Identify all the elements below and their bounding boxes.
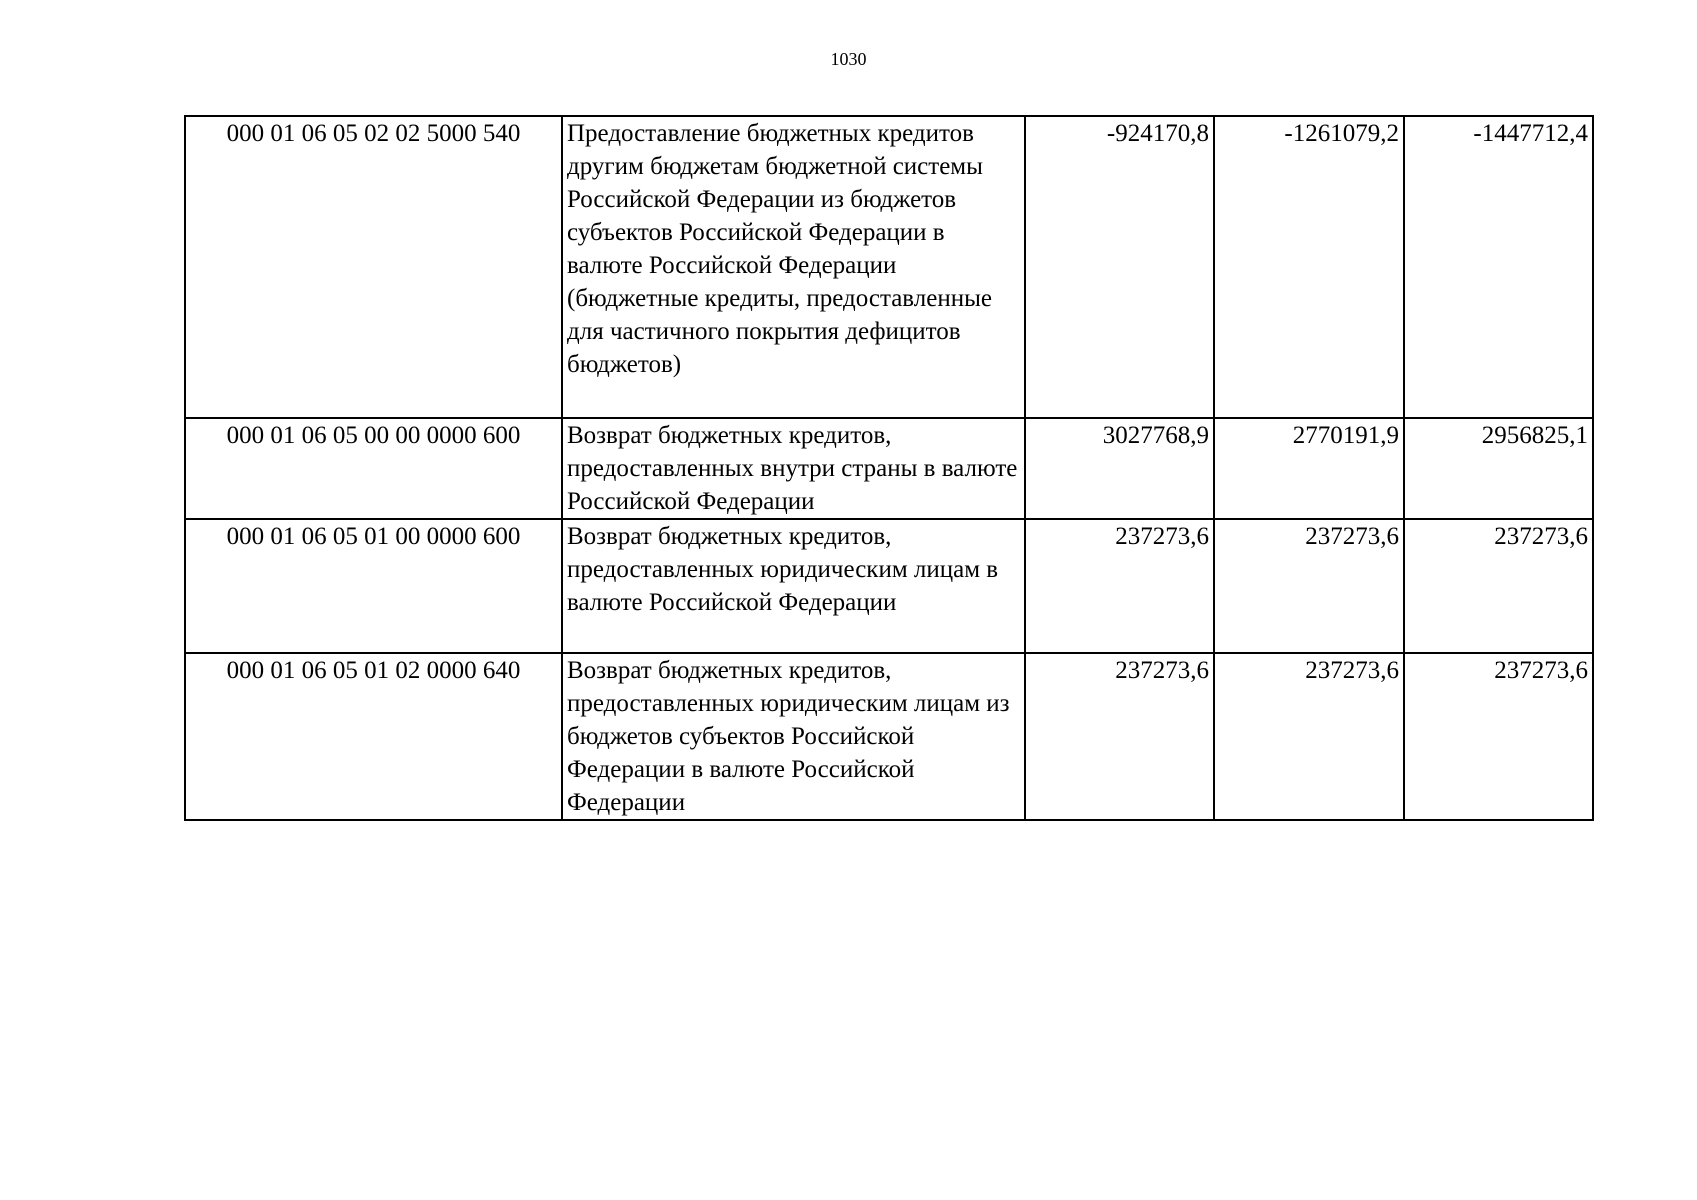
value-year-1: 237273,6: [1025, 653, 1214, 820]
row-description: Возврат бюджетных кредитов, предоставленных юридическим лицам из бюджетов субъектов Российской Федерации в валюте Российской Федерации: [562, 653, 1025, 820]
value-year-3: 237273,6: [1404, 653, 1593, 820]
value-year-2: 2770191,9: [1214, 418, 1404, 519]
budget-code: 000 01 06 05 01 02 0000 640: [185, 653, 562, 820]
value-year-2: 237273,6: [1214, 519, 1404, 653]
value-year-3: 237273,6: [1404, 519, 1593, 653]
row-description: Возврат бюджетных кредитов, предоставленных юридическим лицам в валюте Российской Федерации: [562, 519, 1025, 653]
value-year-3: 2956825,1: [1404, 418, 1593, 519]
value-year-3: -1447712,4: [1404, 116, 1593, 418]
value-year-2: -1261079,2: [1214, 116, 1404, 418]
budget-code: 000 01 06 05 01 00 0000 600: [185, 519, 562, 653]
value-year-1: 3027768,9: [1025, 418, 1214, 519]
value-year-1: 237273,6: [1025, 519, 1214, 653]
table-row: [185, 116, 1593, 418]
budget-table: [184, 115, 1594, 821]
table-row: [185, 653, 1593, 820]
value-year-2: 237273,6: [1214, 653, 1404, 820]
row-description: Предоставление бюджетных кредитов другим бюджетам бюджетной системы Российской Федерации из бюджетов субъектов Российской Федерации в валюте Российской Федерации (бюджетные кредиты, предоставленные для частичного покрытия дефицитов бюджетов): [562, 116, 1025, 418]
budget-code: 000 01 06 05 00 00 0000 600: [185, 418, 562, 519]
table-row: [185, 519, 1593, 653]
page-number: 1030: [830, 49, 867, 69]
budget-code: 000 01 06 05 02 02 5000 540: [185, 116, 562, 418]
row-description: Возврат бюджетных кредитов, предоставленных внутри страны в валюте Российской Федерации: [562, 418, 1025, 519]
table-row: [185, 418, 1593, 519]
value-year-1: -924170,8: [1025, 116, 1214, 418]
